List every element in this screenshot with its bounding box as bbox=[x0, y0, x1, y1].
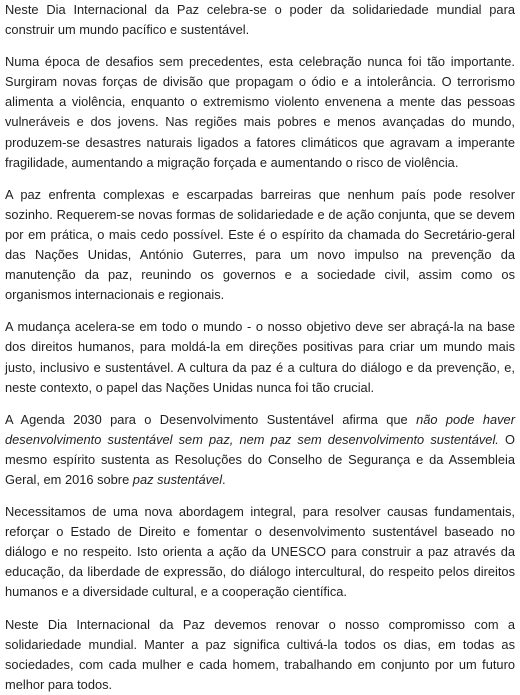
text-segment: A mudança acelera-se em todo o mundo - o nosso objetivo deve ser abraçá-la na base dos direitos humanos, para moldá-la em direções positivas para criar um mundo mais justo, inclusivo e sustentável. A cultura da paz é a cultura do diálogo e da prevenção, e, neste contexto, o papel das Nações Unidas nunca foi tão crucial. bbox=[5, 319, 515, 395]
italic-quote: não pode haver desenvolvimento sustentável sem paz, nem paz sem desenvolvimento sustentável. bbox=[5, 411, 515, 447]
text-segment: O mesmo espírito sustenta as Resoluções do Conselho de Segurança e da Assembleia Geral, em 2016 sobre bbox=[5, 431, 516, 487]
text-segment: Numa época de desafios sem precedentes, esta celebração nunca foi tão importante. Surgiram novas forças de divisão que propagam o ódio e a intolerância. O terrorismo alimenta a violência, enquanto o extremismo violento envenena a mente das pessoas vulneráveis e dos jovens. Nas regiões mais pobres e menos avançadas do mundo, produzem-se desastres naturais ligados a fatores climáticos que agravam a imperante fragilidade, aumentando a migração forçada e aumentando o risco de violência. bbox=[5, 54, 515, 170]
text-segment: A paz enfrenta complexas e escarpadas barreiras que nenhum país pode resolver sozinho. Requerem-se novas formas de solidariedade e de ação conjunta, que se devem por em prática, o mais cedo possível. Este é o espírito da chamada do Secretário-geral das Nações Unidas, António Guterres, para um novo impulso na prevenção da manutenção da paz, reunindo os governos e a sociedade civil, assim como os organismos internacionais e regionais. bbox=[5, 186, 515, 303]
text-segment: Neste Dia Internacional da Paz celebra-se o poder da solidariedade mundial para construir um mundo pacífico e sustentável. bbox=[5, 2, 515, 38]
paragraph bbox=[5, 615, 515, 695]
paragraph bbox=[5, 410, 515, 490]
paragraph bbox=[5, 317, 515, 397]
paragraph bbox=[5, 0, 515, 40]
paragraph bbox=[5, 185, 515, 306]
text-segment: Necessitamos de uma nova abordagem integral, para resolver causas fundamentais, reforçar o Estado de Direito e fomentar o desenvolvimento sustentável baseado no diálogo e no respeito. Isto orienta a ação da UNESCO para construir a paz através da educação, da liberdade de expressão, do diálogo intercultural, do respeito pelos direitos humanos e a diversidade cultural, e a cooperação científica. bbox=[5, 504, 515, 600]
text-segment: . bbox=[222, 471, 226, 487]
paragraph bbox=[5, 52, 515, 173]
italic-term: paz sustentável bbox=[132, 471, 223, 487]
paragraph bbox=[5, 502, 515, 602]
text-segment: A Agenda 2030 para o Desenvolvimento Sustentável afirma que bbox=[5, 411, 417, 427]
text-segment: Neste Dia Internacional da Paz devemos renovar o nosso compromisso com a solidariedade mundial. Manter a paz significa cultivá-la todos os dias, em todas as sociedades, com cada mulher e cada homem, trabalhando em conjunto por um futuro melhor para todos. bbox=[5, 616, 515, 692]
